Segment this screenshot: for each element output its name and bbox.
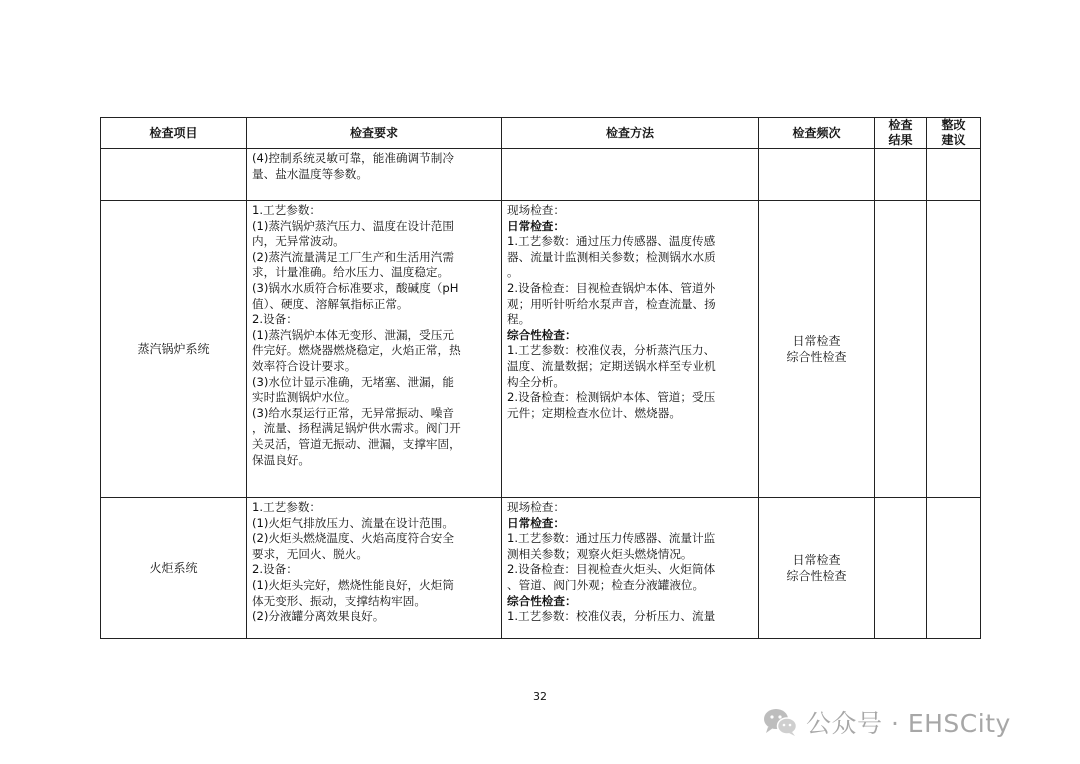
requirement-line: 要求，无回火、脱火。 [252,546,368,561]
table-row [101,149,981,201]
requirement-line: 内，无异常波动。 [252,234,345,249]
header-suggestion-line: 建议 [941,133,966,147]
watermark [762,702,1011,742]
method-line: 2.设备检查：检测锅炉本体、管道；受压 [507,390,716,405]
method-line: 构全分析。 [507,374,565,389]
method-line: 程。 [507,312,531,327]
cell-suggestion [927,201,981,498]
method-line: 现场检查： [507,500,565,514]
method-line: 温度、流量数据；定期送锅水样至专业机 [507,358,716,373]
method-line: 日常检查： [507,218,565,233]
cell-item: 蒸汽锅炉系统 [101,201,247,498]
requirement-line: ，流量、扬程满足锅炉供水需求。阀门开 [252,421,461,436]
page-number: 32 [533,690,547,703]
method-line: 观；用听针听给水泵声音，检查流量、扬 [507,296,716,311]
cell-result [875,201,927,498]
cell-method [502,201,759,498]
requirement-line: (2)分液罐分离效果良好。 [252,609,385,624]
requirement-line: 2.设备： [252,562,298,577]
frequency-line: 综合性检查 [786,350,847,364]
cell-result [875,149,927,201]
method-line: 。 [507,265,519,280]
frequency-line: 日常检查 [792,553,841,567]
requirement-line: 1.工艺参数： [252,203,322,217]
table-row [101,498,981,639]
method-line: 1.工艺参数：校准仪表，分析压力、流量 [507,609,716,624]
cell-item [101,149,247,201]
requirement-line: (3)水位计显示准确，无堵塞、泄漏，能 [252,374,454,389]
method-line: 2.设备检查：目视检查火炬头、火炬筒体 [507,562,716,577]
requirement-line: (3)给水泵运行正常，无异常振动、噪音 [252,405,454,420]
method-line: 1.工艺参数：通过压力传感器、温度传感 [507,234,716,249]
cell-result [875,498,927,639]
wechat-icon [762,707,798,737]
cell-requirement [247,498,502,639]
requirement-line: 2.设备： [252,312,298,327]
method-line: 日常检查： [507,515,565,530]
header-item: 检查项目 [101,118,247,149]
method-line: 综合性检查： [507,593,577,608]
requirement-line: 实时监测锅炉水位。 [252,390,357,405]
frequency-line: 综合性检查 [786,569,847,583]
method-line: 综合性检查： [507,327,577,342]
cell-requirement [247,149,502,201]
table-header-row [101,118,981,149]
requirement-line: (2)火炬头燃烧温度、火焰高度符合安全 [252,531,454,546]
requirement-line: 件完好。燃烧器燃烧稳定，火焰正常，热 [252,343,461,358]
header-result [875,118,927,149]
method-line: 1.工艺参数：校准仪表，分析蒸汽压力、 [507,343,716,358]
method-line: 、管道、阀门外观；检查分液罐液位。 [507,577,705,592]
cell-requirement [247,201,502,498]
requirement-line: (4)控制系统灵敏可靠，能准确调节制冷 [252,151,454,165]
header-method: 检查方法 [502,118,759,149]
requirement-line: (1)火炬气排放压力、流量在设计范围。 [252,515,454,530]
requirement-line: 效率符合设计要求。 [252,358,357,373]
cell-item: 火炬系统 [101,498,247,639]
requirement-line: (3)锅水水质符合标准要求，酸碱度（pH [252,280,459,295]
header-frequency: 检查频次 [759,118,875,149]
cell-method [502,498,759,639]
requirement-line: 求，计量准确。给水压力、温度稳定。 [252,265,450,280]
requirement-line: 体无变形、振动，支撑结构牢固。 [252,593,426,608]
method-line: 元件；定期检查水位计、燃烧器。 [507,405,681,420]
header-suggestion-line: 整改 [941,118,966,132]
requirement-line: 值）、硬度、溶解氧指标正常。 [252,296,409,311]
cell-frequency [759,498,875,639]
requirement-line: (1)火炬头完好，燃烧性能良好，火炬筒 [252,577,454,592]
header-result-line: 检查 [888,118,913,132]
table-row [101,201,981,498]
requirement-line: 量、盐水温度等参数。 [252,166,368,181]
method-line: 现场检查： [507,203,565,217]
method-line: 2.设备检查：目视检查锅炉本体、管道外 [507,280,716,295]
inspection-table [100,117,981,639]
header-requirement: 检查要求 [247,118,502,149]
requirement-line: (1)蒸汽锅炉本体无变形、泄漏，受压元 [252,327,454,342]
cell-frequency [759,201,875,498]
method-line: 器、流量计监测相关参数；检测锅水水质 [507,249,716,264]
requirement-line: (2)蒸汽流量满足工厂生产和生活用汽需 [252,249,454,264]
cell-suggestion [927,498,981,639]
requirement-line: 保温良好。 [252,452,310,467]
header-result-line: 结果 [888,133,913,147]
requirement-line: 关灵活，管道无振动、泄漏，支撑牢固， [252,436,461,451]
requirement-line: (1)蒸汽锅炉蒸汽压力、温度在设计范围 [252,218,454,233]
header-suggestion [927,118,981,149]
cell-method [502,149,759,201]
method-line: 测相关参数；观察火炬头燃烧情况。 [507,546,693,561]
frequency-line: 日常检查 [792,334,841,348]
cell-suggestion [927,149,981,201]
method-line: 1.工艺参数：通过压力传感器、流量计监 [507,531,716,546]
requirement-line: 1.工艺参数： [252,500,322,514]
watermark-text: 公众号 · EHSCity [806,709,1011,738]
cell-frequency [759,149,875,201]
